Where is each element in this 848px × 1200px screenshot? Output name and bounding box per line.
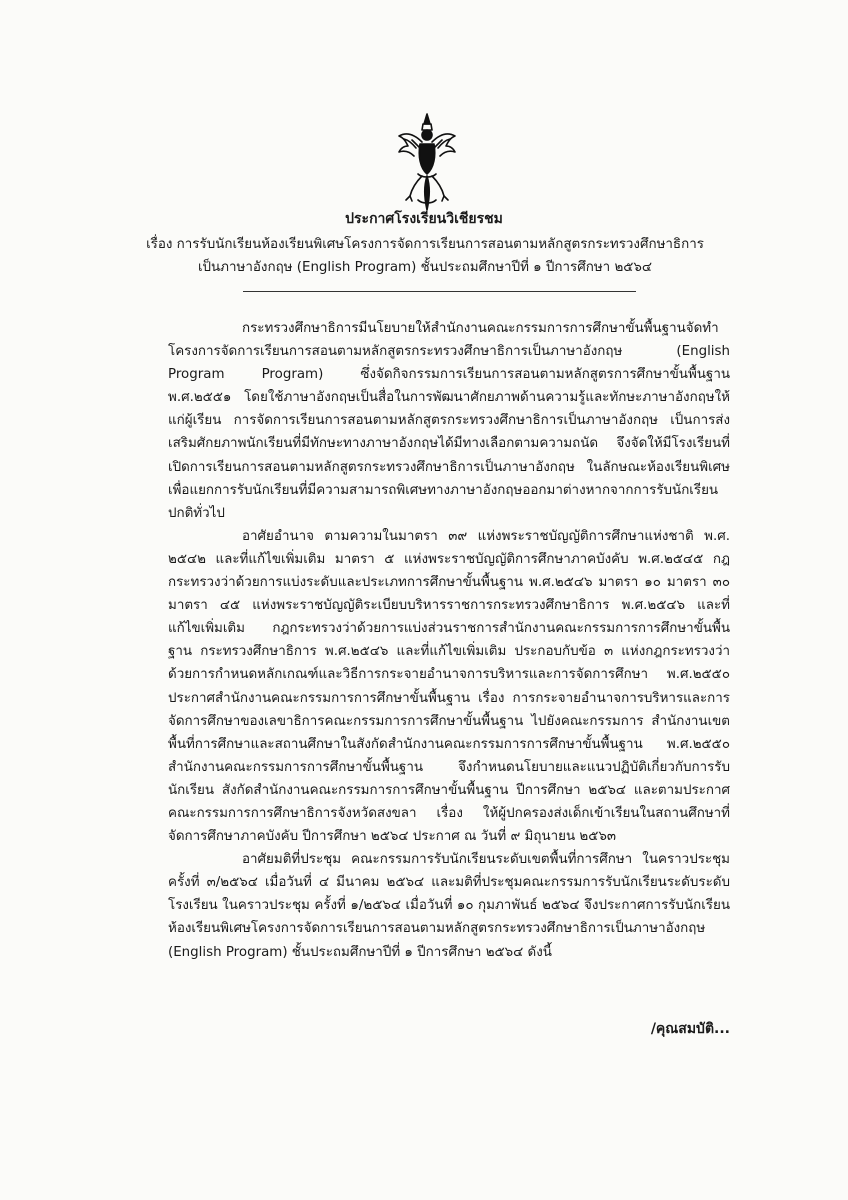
announcement-title: ประกาศโรงเรียนวิเชียรชม — [345, 211, 503, 227]
document-body — [168, 317, 730, 964]
divider-line — [243, 291, 636, 292]
body-paragraph: กระทรวงศึกษาธิการมีนโยบายให้สำนักงานคณะกรรมการการศึกษาขั้นพื้นฐานจัดทำโครงการจัดการเรียนการสอนตามหลักสูตรกระทรวงศึกษาธิการเป็นภาษาอังกฤษ (English Program Program) ซึ่งจัดกิจกรรมการเรียนการสอนตามหลักสูตรการศึกษาขั้นพื้นฐาน พ.ศ.๒๕๕๑ โดยใช้ภาษาอังกฤษเป็นสื่อในการพัฒนาศักยภาพด้านความรู้และทักษะภาษาอังกฤษให้แก่ผู้เรียน การจัดการเรียนการสอนตามหลักสูตรกระทรวงศึกษาธิการเป็นภาษาอังกฤษ เป็นการส่งเสริมศักยภาพนักเรียนที่มีทักษะทางภาษาอังกฤษได้มีทางเลือกตามความถนัด จึงจัดให้มีโรงเรียนที่เปิดการเรียนการสอนตามหลักสูตรกระทรวงศึกษาธิการเป็นภาษาอังกฤษ ในลักษณะห้องเรียนพิเศษเพื่อแยกการรับนักเรียนที่มีความสามารถพิเศษทางภาษาอังกฤษออกมาต่างหากจากการรับนักเรียนปกติทั่วไป — [168, 321, 730, 521]
announcement-subject — [120, 233, 730, 279]
body-paragraph: อาศัยอำนาจ ตามความในมาตรา ๓๙ แห่งพระราชบัญญัติการศึกษาแห่งชาติ พ.ศ. ๒๕๔๒ และที่แก้ไขเพิ่มเติม มาตรา ๕ แห่งพระราชบัญญัติการศึกษาภาคบังคับ พ.ศ.๒๕๔๕ กฎกระทรวงว่าด้วยการแบ่งระดับและประเภทการศึกษาขั้นพื้นฐาน พ.ศ.๒๕๔๖ มาตรา ๑๐ มาตรา ๓๐ มาตรา ๔๕ แห่งพระราชบัญญัติระเบียบบริหารราชการกระทรวงศึกษาธิการ พ.ศ.๒๕๔๖ และที่แก้ไขเพิ่มเติม กฎกระทรวงว่าด้วยการแบ่งส่วนราชการสำนักงานคณะกรรมการการศึกษาขั้นพื้นฐาน กระทรวงศึกษาธิการ พ.ศ.๒๕๔๖ และที่แก้ไขเพิ่มเติม ประกอบกับข้อ ๓ แห่งกฎกระทรวงว่าด้วยการกำหนดหลักเกณฑ์และวิธีการกระจายอำนาจการบริหารและการจัดการศึกษา พ.ศ.๒๕๕๐ ประกาศสำนักงานคณะกรรมการการศึกษาขั้นพื้นฐาน เรื่อง การกระจายอำนาจการบริหารและการจัดการศึกษาของเลขาธิการคณะกรรมการการศึกษาขั้นพื้นฐาน ไปยังคณะกรรมการ สำนักงานเขตพื้นที่การศึกษาและสถานศึกษาในสังกัดสำนักงานคณะกรรมการการศึกษาขั้นพื้นฐาน พ.ศ.๒๕๕๐ สำนักงานคณะกรรมการการศึกษาขั้นพื้นฐาน จึงกำหนดนโยบายและแนวปฏิบัติเกี่ยวกับการรับนักเรียน สังกัดสำนักงานคณะกรรมการการศึกษาขั้นพื้นฐาน ปีการศึกษา ๒๕๖๔ และตามประกาศคณะกรรมการการศึกษาธิการจังหวัดสงขลา เรื่อง ให้ผู้ปกครองส่งเด็กเข้าเรียนในสถานศึกษาที่จัดการศึกษาภาคบังคับ ปีการศึกษา ๒๕๖๔ ประกาศ ณ วันที่ ๙ มิถุนายน ๒๕๖๓ — [168, 528, 730, 845]
subject-line: เป็นภาษาอังกฤษ (English Program) ชั้นประถมศึกษาปีที่ ๑ ปีการศึกษา ๒๕๖๔ — [197, 260, 653, 275]
garuda-emblem-icon — [396, 112, 458, 212]
subject-line: เรื่อง การรับนักเรียนห้องเรียนพิเศษโครงการจัดการเรียนการสอนตามหลักสูตรกระทรวงศึกษาธิการ — [146, 237, 704, 252]
body-paragraph: อาศัยมติที่ประชุม คณะกรรมการรับนักเรียนระดับเขตพื้นที่การศึกษา ในคราวประชุม ครั้งที่ ๓/๒๕๖๔ เมื่อวันที่ ๔ มีนาคม ๒๕๖๔ และมติที่ประชุมคณะกรรมการรับนักเรียนระดับระดับโรงเรียน ในคราวประชุม ครั้งที่ ๑/๒๕๖๔ เมื่อวันที่ ๑๐ กุมภาพันธ์ ๒๕๖๔ จึงประกาศการรับนักเรียนห้องเรียนพิเศษโครงการจัดการเรียนการสอนตามหลักสูตรกระทรวงศึกษาธิการเป็นภาษาอังกฤษ (English Program) ชั้นประถมศึกษาปีที่ ๑ ปีการศึกษา ๒๕๖๔ ดังนี้ — [168, 852, 730, 960]
continuation-marker: /คุณสมบัติ... — [650, 1021, 730, 1037]
